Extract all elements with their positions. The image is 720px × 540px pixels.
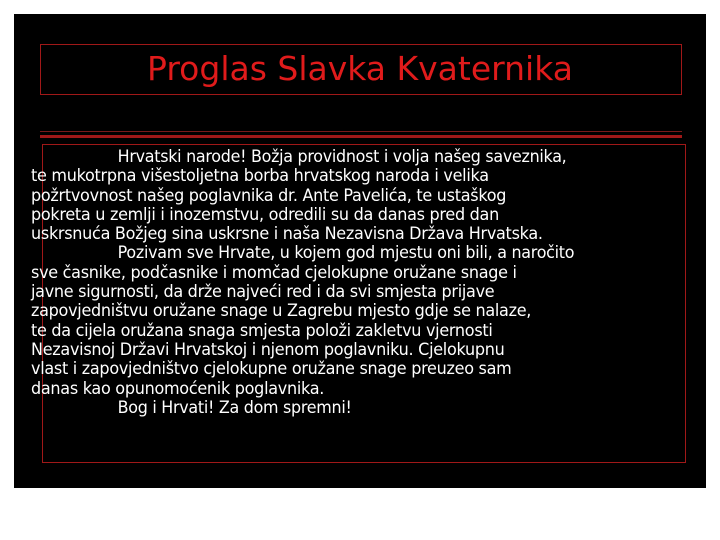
paragraph-3: [76, 399, 688, 418]
body-text: [31, 147, 688, 418]
slide: [14, 14, 706, 488]
paragraph-line: javne sigurnosti, da drže najveći red i da svi smjesta prijave: [31, 282, 495, 303]
paragraph-line: Hrvatski narode! Božja providnost i volja našeg saveznika,: [117, 147, 567, 167]
paragraph-line: danas kao opunomoćenik poglavnika.: [31, 378, 325, 399]
paragraph-1: [31, 147, 688, 245]
title-divider-thin: [40, 131, 682, 132]
paragraph-line: Nezavisnoj Državi Hrvatskoj i njenom poglavniku. Cjelokupnu: [31, 339, 505, 360]
paragraph-line: te da cijela oružana snaga smjesta položi zakletvu vjernosti: [31, 320, 493, 341]
title-divider-thick: [40, 135, 682, 138]
paragraph-line: uskrsnuća Božjeg sina uskrsne i naša Nezavisna Država Hrvatska.: [31, 224, 543, 245]
paragraph-line: požrtvovnost našeg poglavnika dr. Ante Pavelića, te ustaškog: [31, 185, 507, 206]
paragraph-line: te mukotrpna višestoljetna borba hrvatskog naroda i velika: [31, 166, 489, 187]
paragraph-line: Pozivam sve Hrvate, u kojem god mjestu oni bili, a naročito: [117, 243, 575, 264]
paragraph-line: Bog i Hrvati! Za dom spremni!: [117, 397, 352, 418]
paragraph-line: zapovjedništvu oružane snage u Zagrebu mjesto gdje se nalaze,: [31, 301, 532, 322]
paragraph-2: [31, 243, 688, 399]
paragraph-line: pokreta u zemlji i inozemstvu, odredili su da danas pred dan: [31, 204, 499, 225]
paragraph-line: sve časnike, podčasnike i momčad cjelokupne oružane snage i: [31, 262, 517, 283]
paragraph-line: vlast i zapovjedništvo cjelokupne oružane snage preuzeo sam: [31, 359, 512, 380]
slide-title: Proglas Slavka Kvaternika: [147, 49, 573, 88]
